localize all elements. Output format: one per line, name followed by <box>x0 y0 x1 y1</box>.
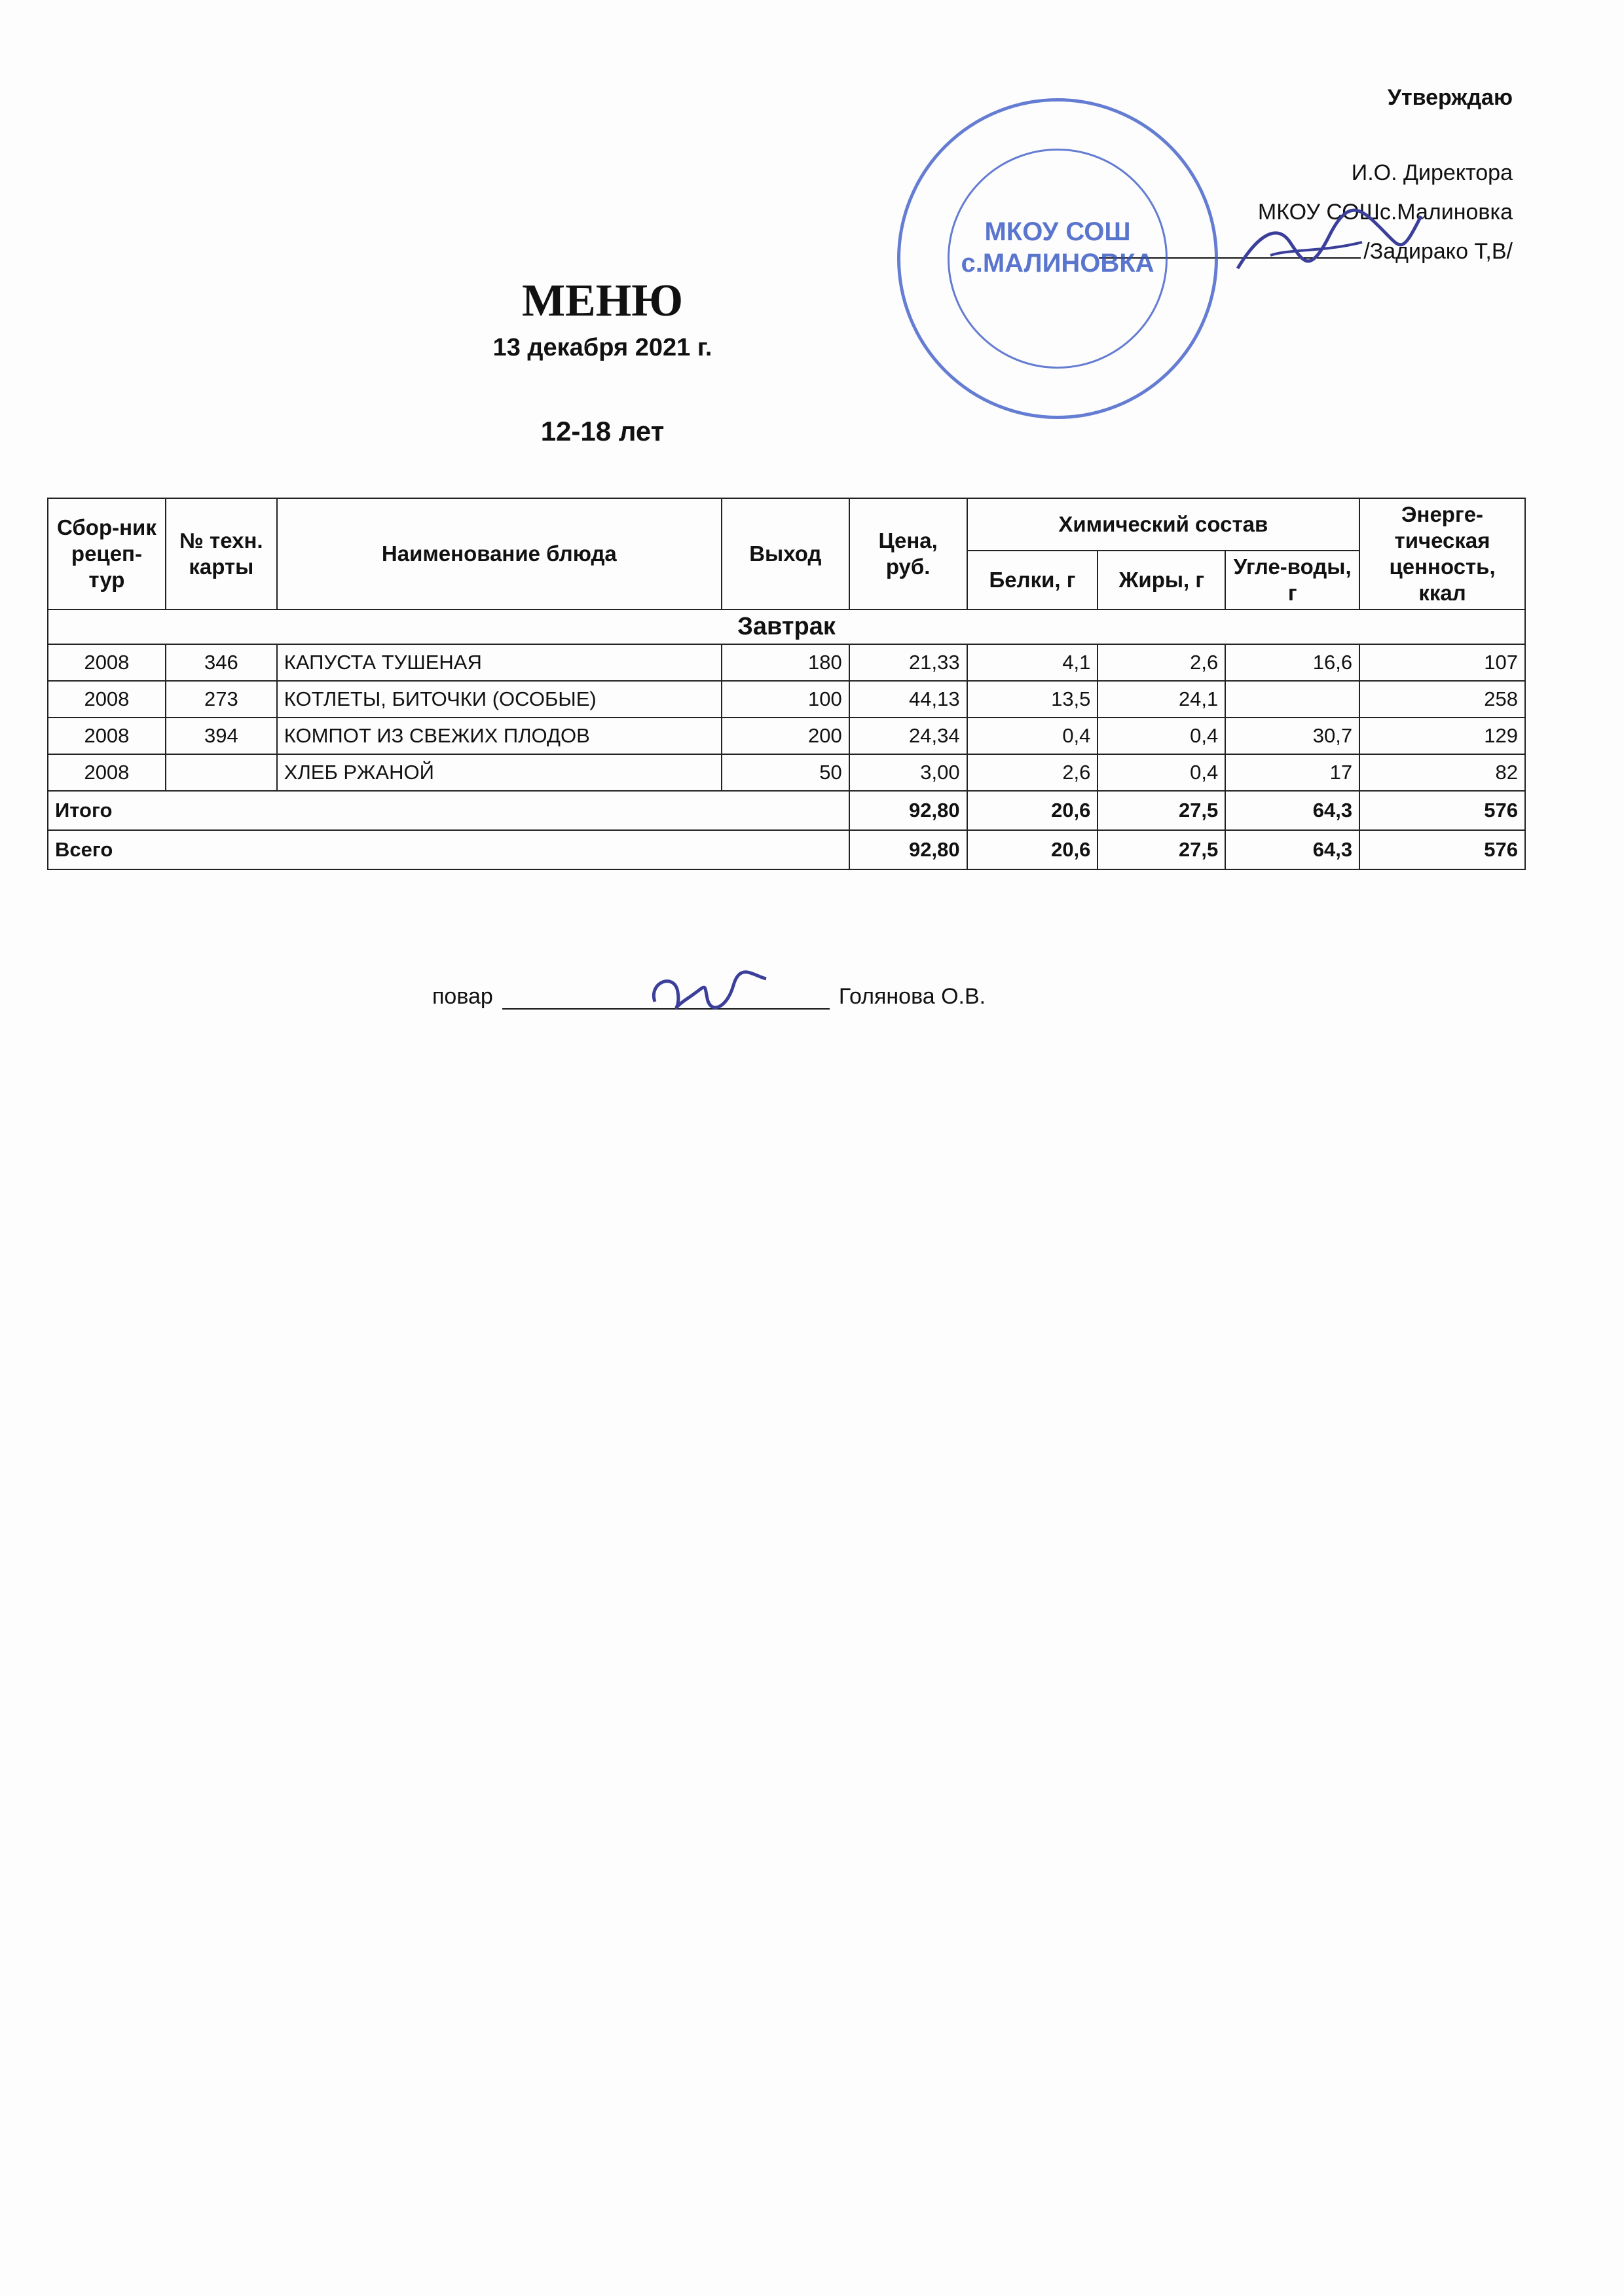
col-price: Цена, руб. <box>849 498 967 610</box>
cell-energy: 129 <box>1359 718 1525 754</box>
col-fat: Жиры, г <box>1098 551 1225 610</box>
cell-dish-name: КОМПОТ ИЗ СВЕЖИХ ПЛОДОВ <box>277 718 722 754</box>
total-protein: 20,6 <box>967 830 1098 869</box>
cook-name: Голянова О.В. <box>838 984 986 1009</box>
cell-protein: 2,6 <box>967 754 1098 791</box>
stamp-line-2: с.МАЛИНОВКА <box>961 249 1154 278</box>
age-group: 12-18 лет <box>540 416 665 446</box>
cell-card <box>166 754 277 791</box>
cell-collection: 2008 <box>48 681 166 718</box>
subtotal-energy: 576 <box>1359 791 1525 830</box>
cell-card: 346 <box>166 644 277 681</box>
total-price: 92,80 <box>849 830 967 869</box>
approval-title: Утверждаю <box>1387 85 1513 110</box>
cell-fat: 2,6 <box>1098 644 1225 681</box>
total-row <box>48 830 1525 869</box>
subtotal-row <box>48 791 1525 830</box>
col-dish-name: Наименование блюда <box>277 498 722 610</box>
stamp-line-1: МКОУ СОШ <box>984 217 1131 246</box>
cell-price: 44,13 <box>849 681 967 718</box>
col-energy: Энерге-тическая ценность, ккал <box>1359 498 1525 610</box>
col-protein: Белки, г <box>967 551 1098 610</box>
cell-energy: 107 <box>1359 644 1525 681</box>
cell-protein: 0,4 <box>967 718 1098 754</box>
total-label: Всего <box>48 830 849 869</box>
subtotal-price: 92,80 <box>849 791 967 830</box>
total-carbs: 64,3 <box>1225 830 1359 869</box>
subtotal-carbs: 64,3 <box>1225 791 1359 830</box>
cell-price: 24,34 <box>849 718 967 754</box>
cell-protein: 13,5 <box>967 681 1098 718</box>
cell-carbs: 16,6 <box>1225 644 1359 681</box>
cell-fat: 24,1 <box>1098 681 1225 718</box>
document-date: 13 декабря 2021 г. <box>492 334 712 361</box>
cell-collection: 2008 <box>48 644 166 681</box>
stamp-center-text <box>900 216 1215 279</box>
school-stamp <box>897 98 1218 419</box>
col-carbs: Угле-воды, г <box>1225 551 1359 610</box>
menu-table <box>47 498 1526 870</box>
document-title: МЕНЮ <box>521 276 684 326</box>
approval-name: /Задирако Т,В/ <box>1363 239 1513 264</box>
cell-dish-name: КОТЛЕТЫ, БИТОЧКИ (ОСОБЫЕ) <box>277 681 722 718</box>
col-chem-composition: Химический состав <box>967 498 1360 551</box>
cell-dish-name: КАПУСТА ТУШЕНАЯ <box>277 644 722 681</box>
cell-fat: 0,4 <box>1098 754 1225 791</box>
cell-output: 200 <box>722 718 849 754</box>
cell-dish-name: ХЛЕБ РЖАНОЙ <box>277 754 722 791</box>
cell-energy: 82 <box>1359 754 1525 791</box>
col-card-no: № техн. карты <box>166 498 277 610</box>
total-fat: 27,5 <box>1098 830 1225 869</box>
director-signature <box>1231 196 1428 288</box>
cell-price: 21,33 <box>849 644 967 681</box>
header-row-1 <box>48 498 1525 551</box>
table-row <box>48 644 1525 681</box>
cell-fat: 0,4 <box>1098 718 1225 754</box>
cook-signature <box>642 962 773 1021</box>
cell-carbs <box>1225 681 1359 718</box>
col-collection: Сбор-ник рецеп-тур <box>48 498 166 610</box>
cell-output: 50 <box>722 754 849 791</box>
section-row-breakfast <box>48 610 1525 644</box>
cell-card: 394 <box>166 718 277 754</box>
approval-school: МКОУ СОШс.Малиновка <box>1257 200 1513 225</box>
cell-energy: 258 <box>1359 681 1525 718</box>
cell-card: 273 <box>166 681 277 718</box>
cell-output: 180 <box>722 644 849 681</box>
cell-output: 100 <box>722 681 849 718</box>
subtotal-label: Итого <box>48 791 849 830</box>
total-energy: 576 <box>1359 830 1525 869</box>
subtotal-fat: 27,5 <box>1098 791 1225 830</box>
approval-role: И.О. Директора <box>1351 160 1513 185</box>
subtotal-protein: 20,6 <box>967 791 1098 830</box>
cook-label: повар <box>432 984 493 1009</box>
cell-collection: 2008 <box>48 718 166 754</box>
cell-carbs: 17 <box>1225 754 1359 791</box>
table-row <box>48 681 1525 718</box>
cell-price: 3,00 <box>849 754 967 791</box>
table-row <box>48 718 1525 754</box>
cell-collection: 2008 <box>48 754 166 791</box>
table-row <box>48 754 1525 791</box>
section-label: Завтрак <box>48 610 1525 644</box>
cell-protein: 4,1 <box>967 644 1098 681</box>
cell-carbs: 30,7 <box>1225 718 1359 754</box>
col-output: Выход <box>722 498 849 610</box>
